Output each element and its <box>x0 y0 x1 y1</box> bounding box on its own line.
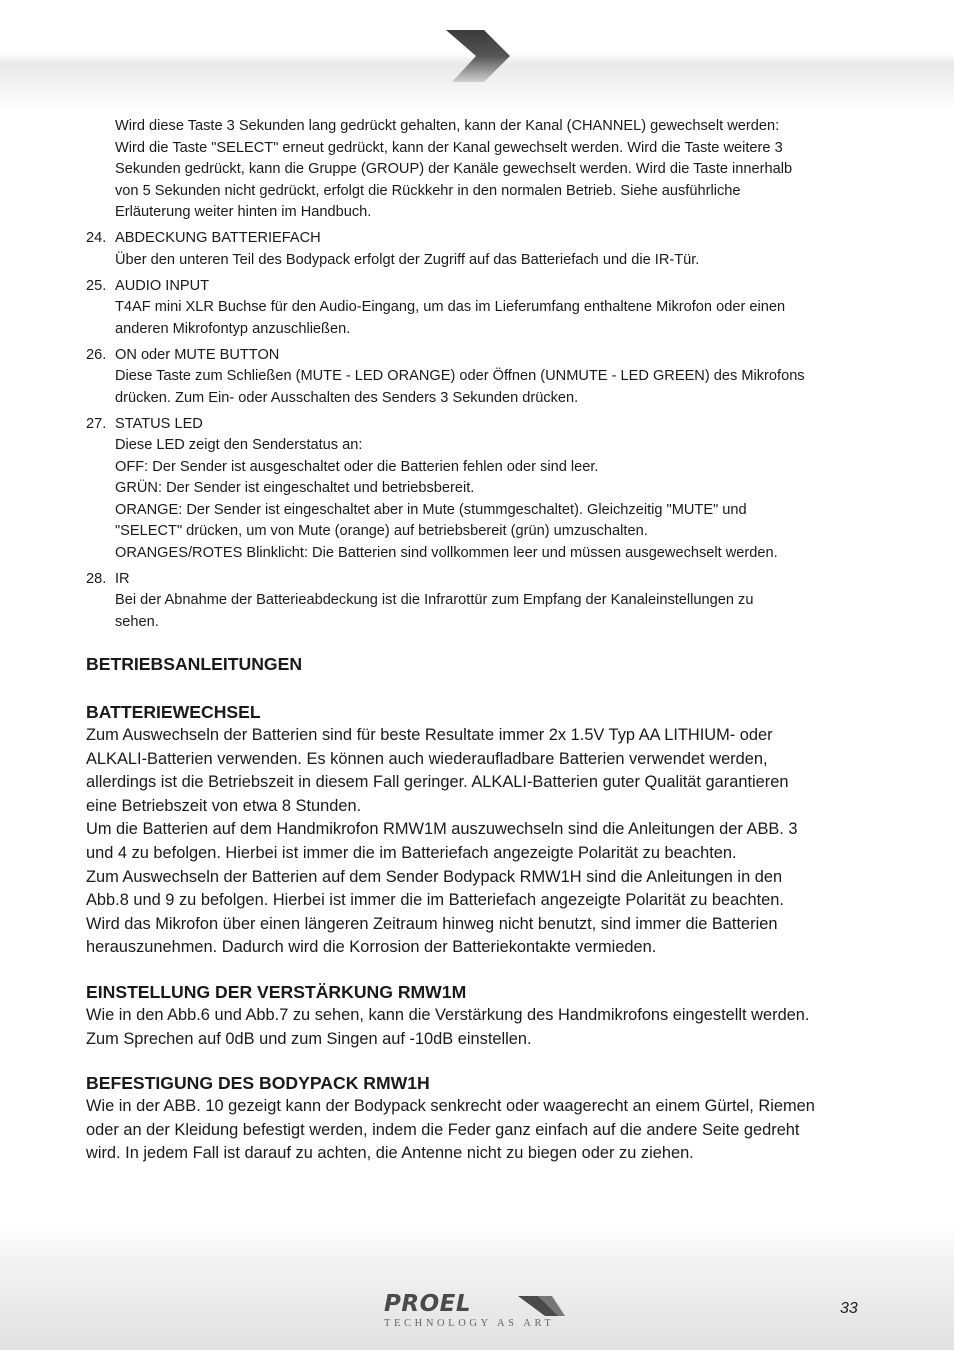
text-line: drücken. Zum Ein- oder Ausschalten des Senders 3 Sekunden drücken. <box>115 389 579 406</box>
text-line: OFF: Der Sender ist ausgeschaltet oder die Batterien fehlen oder sind leer. <box>115 458 599 475</box>
text-line: Um die Batterien auf dem Handmikrofon RMW1M auszuwechseln sind die Anleitungen der ABB. 3 <box>86 820 798 839</box>
text-line: Sekunden gedrückt, kann die Gruppe (GROUP) der Kanäle gewechselt werden. Wird die Taste innerhalb <box>115 161 793 177</box>
text-line: Über den unteren Teil des Bodypack erfolgt der Zugriff auf das Batteriefach und die IR-Tür. <box>115 251 700 268</box>
text-line: Zum Sprechen auf 0dB und zum Singen auf -10dB einstellen. <box>86 1029 532 1048</box>
header-chevron-icon <box>444 28 512 84</box>
text-line: Wird die Taste "SELECT" erneut gedrückt, kann der Kanal gewechselt werden. Wird die Taste weitere 3 <box>115 139 783 156</box>
befestigung-paragraph <box>86 1095 866 1166</box>
text-line: herauszunehmen. Dadurch wird die Korrosion der Batteriekontakte vermieden. <box>86 938 657 957</box>
text-line: sehen. <box>115 613 159 630</box>
text-line: ALKALI-Batterien verwenden. Es können auch wiederaufladbare Batterien verwendet werden, <box>86 749 768 768</box>
list-item-24 <box>86 228 866 271</box>
item-number: 26. <box>86 346 107 363</box>
text-line: Zum Auswechseln der Batterien sind für beste Resultate immer 2x 1.5V Typ AA LITHIUM- oder <box>86 726 773 744</box>
text-line: "SELECT" drücken, um von Mute (orange) auf betriebsbereit (grün) umzuschalten. <box>115 523 648 539</box>
logo-tagline: TECHNOLOGY AS ART <box>384 1318 555 1329</box>
item-number: 28. <box>86 570 107 587</box>
item-number: 24. <box>86 230 107 246</box>
text-line: und 4 zu befolgen. Hierbei ist immer die im Batteriefach angezeigte Polarität zu beachten. <box>86 843 737 862</box>
text-line: Zum Auswechseln der Batterien auf dem Sender Bodypack RMW1H sind die Anleitungen in den <box>86 867 783 886</box>
list-item-25 <box>86 276 866 341</box>
batterie-heading: BATTERIEWECHSEL <box>86 702 261 722</box>
text-line: Erläuterung weiter hinten im Handbuch. <box>115 204 372 220</box>
item-title: STATUS LED <box>115 415 203 432</box>
batterie-paragraph <box>86 724 866 960</box>
text-line: Abb.8 und 9 zu befolgen. Hierbei ist immer die im Batteriefach angezeigte Polarität zu beachten. <box>86 891 784 910</box>
text-line: allerdings ist die Betriebszeit in diesem Fall geringer. ALKALI-Batterien guter Qualität garantieren <box>86 773 789 792</box>
item-number: 25. <box>86 277 107 294</box>
text-line: Diese LED zeigt den Senderstatus an: <box>115 437 363 453</box>
list-item-28 <box>86 569 866 634</box>
text-line: Bei der Abnahme der Batterieabdeckung ist die Infrarottür zum Empfang der Kanaleinstellungen zu <box>115 592 754 608</box>
text-line: von 5 Sekunden nicht gedrückt, erfolgt die Rückkehr in den normalen Betrieb. Siehe ausführliche <box>115 182 741 199</box>
item-title: ON oder MUTE BUTTON <box>115 346 280 363</box>
page-content <box>86 116 866 1166</box>
text-line: eine Betriebszeit von etwa 8 Stunden. <box>86 796 362 815</box>
list-item-27 <box>86 414 866 565</box>
section-heading: BETRIEBSANLEITUNGEN <box>86 654 303 674</box>
text-line: Diese Taste zum Schließen (MUTE - LED ORANGE) oder Öffnen (UNMUTE - LED GREEN) des Mikrofons <box>115 368 805 384</box>
list-item-26 <box>86 345 866 410</box>
text-line: anderen Mikrofontyp anzuschließen. <box>115 320 351 337</box>
text-line: Wird das Mikrofon über einen längeren Zeitraum hinweg nicht benutzt, sind immer die Batterien <box>86 914 778 933</box>
text-line: ORANGE: Der Sender ist eingeschaltet aber in Mute (stummgeschaltet). Gleichzeitig "MUTE" und <box>115 501 747 518</box>
verstaerkung-heading: EINSTELLUNG DER VERSTÄRKUNG RMW1M <box>86 981 467 1002</box>
text-line: oder an der Kleidung befestigt werden, indem die Feder ganz einfach auf die andere Seite gedreht <box>86 1120 800 1139</box>
text-line: GRÜN: Der Sender ist eingeschaltet und betriebsbereit. <box>115 480 475 496</box>
befestigung-heading: BEFESTIGUNG DES BODYPACK RMW1H <box>86 1073 430 1094</box>
item-title: IR <box>115 570 130 587</box>
verstaerkung-paragraph <box>86 1004 866 1051</box>
text-line: ORANGES/ROTES Blinklicht: Die Batterien sind vollkommen leer und müssen ausgewechselt werden. <box>115 544 778 561</box>
proel-logo <box>384 1290 570 1334</box>
text-line: Wie in der ABB. 10 gezeigt kann der Bodypack senkrecht oder waagerecht an einem Gürtel, Riemen <box>86 1097 815 1116</box>
page-number: 33 <box>840 1300 858 1317</box>
text-line: Wird diese Taste 3 Sekunden lang gedrückt gehalten, kann der Kanal (CHANNEL) gewechselt werden: <box>115 118 780 134</box>
intro-paragraph <box>115 116 866 224</box>
item-title: AUDIO INPUT <box>115 277 210 294</box>
text-line: T4AF mini XLR Buchse für den Audio-Eingang, um das im Lieferumfang enthaltene Mikrofon oder einen <box>115 299 786 315</box>
item-number: 27. <box>86 415 107 432</box>
text-line: wird. In jedem Fall ist darauf zu achten, die Antenne nicht zu biegen oder zu ziehen. <box>86 1144 694 1163</box>
text-line: Wie in den Abb.6 und Abb.7 zu sehen, kann die Verstärkung des Handmikrofons eingestellt werden. <box>86 1005 810 1024</box>
logo-wordmark: PROEL <box>384 1291 471 1317</box>
logo-chevron-icon <box>518 1295 566 1317</box>
item-title: ABDECKUNG BATTERIEFACH <box>115 230 321 246</box>
